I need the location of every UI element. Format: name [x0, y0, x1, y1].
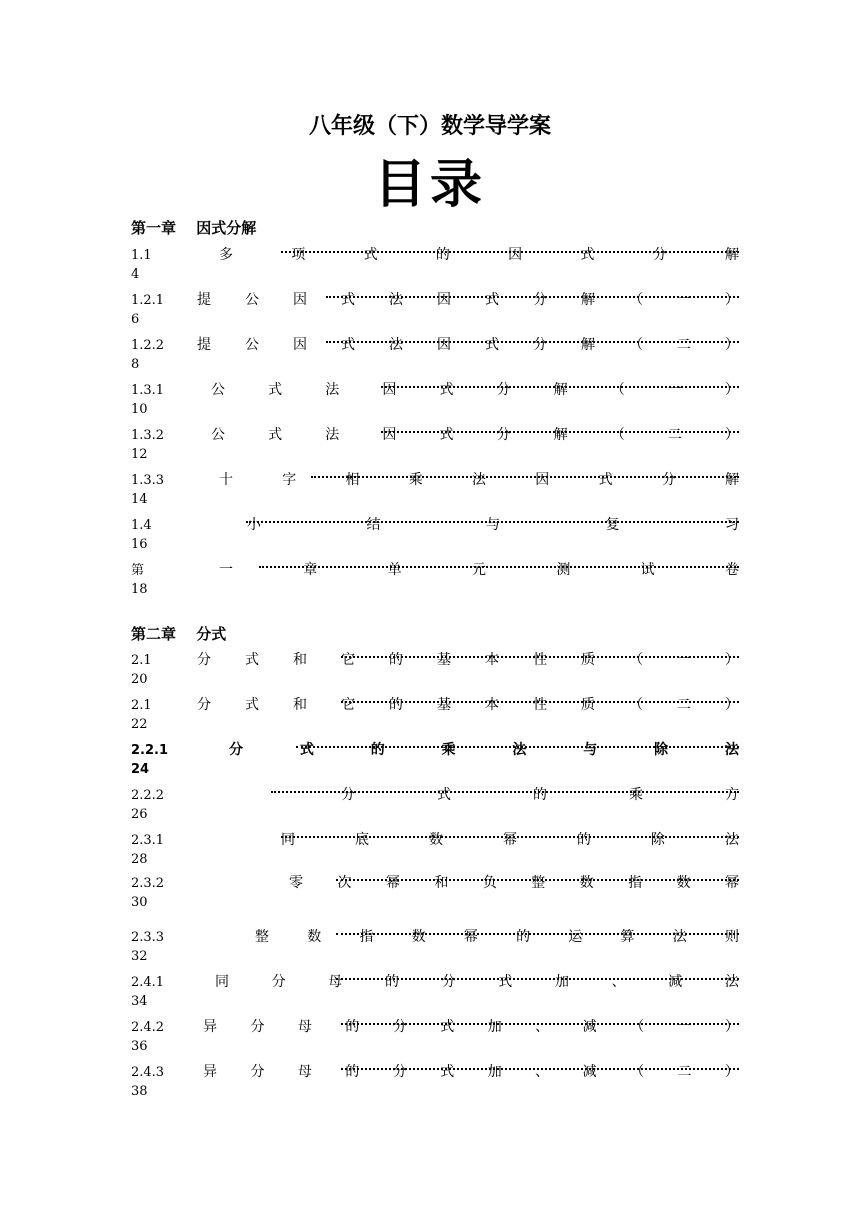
toc-entry-line: [131, 739, 739, 761]
toc-entry-number: 2.1: [131, 653, 152, 668]
toc-entry-number: 2.3.2: [131, 876, 165, 891]
toc-entry-number: 2.4.3: [131, 1065, 165, 1080]
toc-entry[interactable]: [131, 424, 739, 469]
toc-entry-number: 1.2.1: [131, 293, 165, 308]
toc-entry-number: 2.3.1: [131, 833, 165, 848]
toc-entry[interactable]: [131, 244, 739, 289]
toc-entry-number: 第: [131, 563, 145, 578]
toc-entry[interactable]: [131, 469, 739, 514]
toc-entry-line: [131, 559, 739, 581]
toc-entry-page: 6: [131, 312, 140, 327]
toc-entry[interactable]: [131, 1016, 739, 1061]
toc-entry[interactable]: [131, 289, 739, 334]
toc-entry-title: 十 字 相 乘 法 因 式 分 解: [219, 472, 739, 488]
toc-entry-number: 2.4.2: [131, 1020, 165, 1035]
toc-entry-line: [131, 469, 739, 491]
toc-entry-page: 38: [131, 1084, 148, 1099]
toc-entry-number: 1.3.3: [131, 473, 165, 488]
toc-entry-page: 36: [131, 1039, 148, 1054]
toc-entry-title: 提 公 因 式 法 因 式 分 解 （ 二 ）: [197, 337, 739, 353]
toc-entry-title: 整 数 指 数 幂 的 运 算 法 则: [255, 929, 739, 945]
toc-entry[interactable]: [131, 784, 739, 829]
toc-entry-title: 异 分 母 的 分 式 加 、 减 （ 二 ）: [203, 1064, 739, 1080]
toc-entry-title: 分 式 和 它 的 基 本 性 质 （ 二 ）: [197, 697, 739, 713]
toc-entry-line: [131, 926, 739, 948]
toc-entry[interactable]: [131, 694, 739, 739]
toc-entry-title: 一 章 单 元 测 试 卷: [219, 562, 739, 578]
toc-entry-number: 2.4.1: [131, 975, 165, 990]
toc-entry-line: [131, 1016, 739, 1038]
toc-entry[interactable]: [131, 514, 739, 559]
toc-entry-line: [131, 971, 739, 993]
toc-entry-page: 20: [131, 672, 148, 687]
toc-entry-page: 16: [131, 537, 148, 552]
toc-heading: 目录: [373, 155, 486, 215]
toc-entry-line: [131, 424, 739, 446]
toc-entry-title: 分 式 的 乘 方: [341, 787, 739, 803]
toc-entry-line: [131, 1061, 739, 1083]
toc-entry-page: 10: [131, 402, 148, 417]
chapter-heading: 第二章 分式: [131, 625, 227, 643]
toc-entry-number: 1.4: [131, 518, 152, 533]
toc-entry-title: 同 底 数 幂 的 除 法: [281, 832, 739, 848]
toc-entry[interactable]: [131, 829, 739, 874]
toc-entry-page: 4: [131, 267, 140, 282]
toc-entry-page: 8: [131, 357, 140, 372]
chapter-heading: 第一章 因式分解: [131, 219, 257, 237]
toc-entry[interactable]: [131, 334, 739, 379]
toc-entry[interactable]: [131, 872, 739, 917]
toc-entry-title: 分 式 和 它 的 基 本 性 质 （ 一 ）: [197, 652, 739, 668]
toc-entry-page: 30: [131, 895, 148, 910]
toc-entry-number: 2.3.3: [131, 930, 165, 945]
document-title: 八年级（下）数学导学案: [308, 114, 551, 139]
toc-entry-page: 18: [131, 582, 148, 597]
toc-entry-page: 22: [131, 717, 148, 732]
toc-entry[interactable]: [131, 559, 739, 604]
toc-entry-title: 分 式 的 乘 法 与 除 法: [229, 742, 739, 758]
toc-entry-line: [131, 872, 739, 894]
toc-entry-number: 2.2.2: [131, 788, 165, 803]
toc-entry-number: 1.3.1: [131, 383, 165, 398]
toc-entry-line: [131, 334, 739, 356]
toc-entry-page: 24: [131, 762, 150, 777]
toc-entry-title: 多 项 式 的 因 式 分 解: [219, 247, 739, 263]
toc-entry-line: [131, 244, 739, 266]
toc-entry-title: 小 结 与 复 习: [247, 517, 739, 533]
toc-entry-line: [131, 514, 739, 536]
toc-entry-line: [131, 289, 739, 311]
toc-entry-page: 32: [131, 949, 148, 964]
toc-entry-title: 零 次 幂 和 负 整 数 指 数 幂: [289, 875, 739, 891]
toc-entry[interactable]: [131, 926, 739, 971]
toc-entry-number: 1.2.2: [131, 338, 165, 353]
toc-entry-line: [131, 649, 739, 671]
toc-entry-page: 12: [131, 447, 148, 462]
toc-entry[interactable]: [131, 649, 739, 694]
toc-entry[interactable]: [131, 971, 739, 1016]
toc-entry-line: [131, 829, 739, 851]
toc-entry-title: 同 分 母 的 分 式 加 、 减 法: [215, 974, 739, 990]
toc-entry-number: 1.3.2: [131, 428, 165, 443]
toc-entry-page: 14: [131, 492, 148, 507]
toc-entry-title: 公 式 法 因 式 分 解 （ 二 ）: [211, 427, 739, 443]
toc-entry-line: [131, 784, 739, 806]
toc-entry-page: 34: [131, 994, 148, 1009]
toc-entry-line: [131, 379, 739, 401]
toc-entry-number: 1.1: [131, 248, 152, 263]
toc-entry-number: 2.2.1: [131, 743, 169, 758]
toc-entry-title: 异 分 母 的 分 式 加 、 减 （ 一 ）: [203, 1019, 739, 1035]
toc-entry-page: 28: [131, 852, 148, 867]
toc-entry-number: 2.1: [131, 698, 152, 713]
toc-entry[interactable]: [131, 379, 739, 424]
toc-entry[interactable]: [131, 739, 739, 784]
toc-entry-line: [131, 694, 739, 716]
toc-entry[interactable]: [131, 1061, 739, 1106]
toc-entry-title: 公 式 法 因 式 分 解 （ 一 ）: [211, 382, 739, 398]
toc-entry-title: 提 公 因 式 法 因 式 分 解 （ 一 ）: [197, 292, 739, 308]
toc-entry-page: 26: [131, 807, 148, 822]
